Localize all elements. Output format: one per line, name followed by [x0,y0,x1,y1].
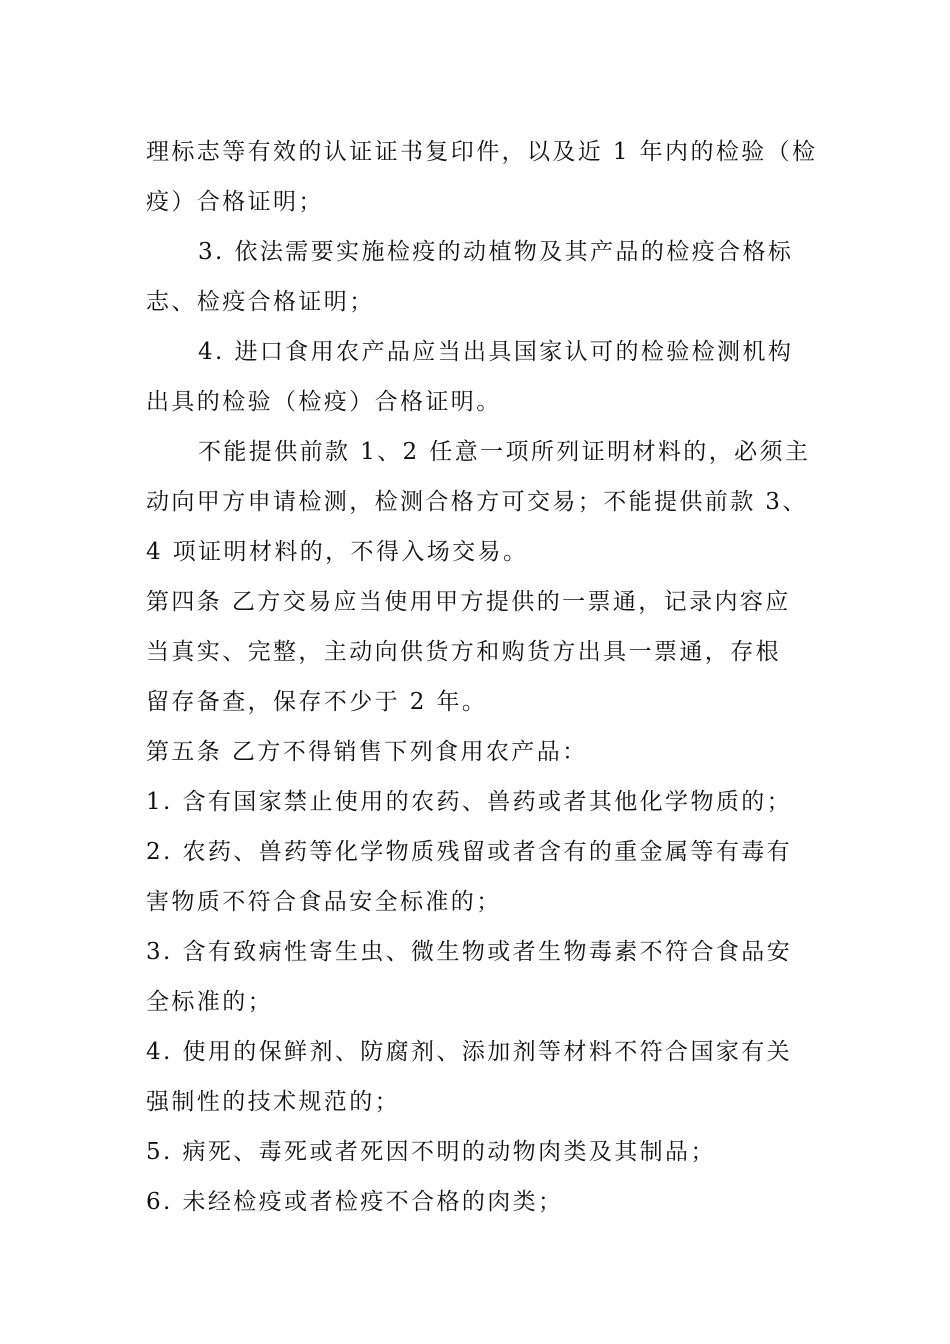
article-heading-line: 第四条 乙方交易应当使用甲方提供的一票通，记录内容应 [146,589,791,615]
list-item: 2. 农药、兽药等化学物质残留或者含有的重金属等有毒有 [146,839,793,865]
list-item: 5. 病死、毒死或者死因不明的动物肉类及其制品； [146,1139,716,1165]
text-line: 疫）合格证明； [146,189,324,215]
text-line: 4 项证明材料的，不得入场交易。 [146,539,529,565]
text-line: 留存备查，保存不少于 2 年。 [146,689,488,715]
text-line: 不能提供前款 1、2 任意一项所列证明材料的，必须主 [198,439,811,465]
text-line: 3. 依法需要实施检疫的动植物及其产品的检疫合格标 [198,239,794,265]
text-line: 4. 进口食用农产品应当出具国家认可的检验检测机构 [198,339,794,365]
list-item: 6. 未经检疫或者检疫不合格的肉类； [146,1189,564,1215]
list-item: 1. 含有国家禁止使用的农药、兽药或者其他化学物质的； [146,789,793,815]
text-line: 出具的检验（检疫）合格证明。 [146,389,502,415]
text-line: 理标志等有效的认证证书复印件，以及近 1 年内的检验（检 [146,139,818,165]
text-line: 动向甲方申请检测，检测合格方可交易；不能提供前款 3、 [146,489,808,515]
text-line: 强制性的技术规范的； [146,1089,400,1115]
text-line: 当真实、完整，主动向供货方和购货方出具一票通，存根 [146,639,781,665]
text-line: 志、检疫合格证明； [146,289,375,315]
text-line: 全标准的； [146,989,273,1015]
article-heading-line: 第五条 乙方不得销售下列食用农产品： [146,739,588,765]
list-item: 3. 含有致病性寄生虫、微生物或者生物毒素不符合食品安 [146,939,793,965]
text-line: 害物质不符合食品安全标准的； [146,889,502,915]
list-item: 4. 使用的保鲜剂、防腐剂、添加剂等材料不符合国家有关 [146,1039,793,1065]
